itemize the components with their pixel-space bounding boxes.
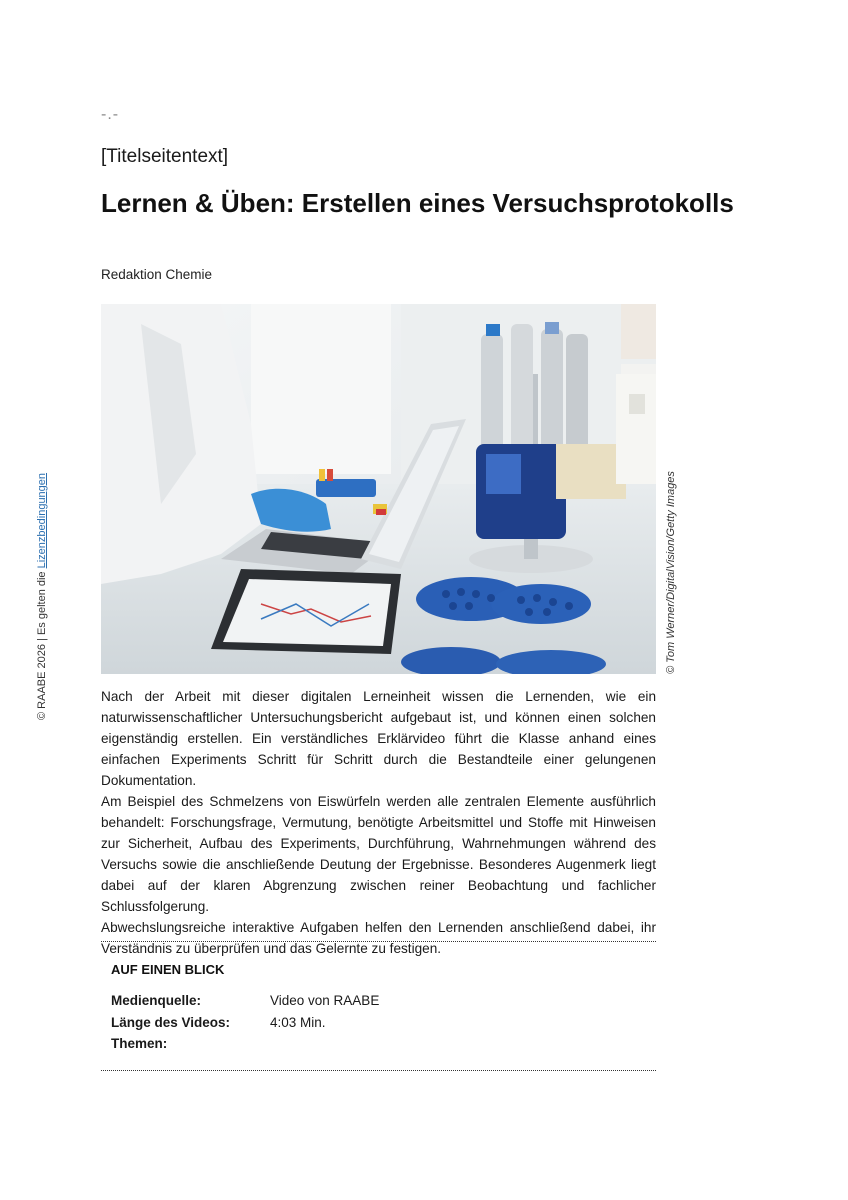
overview-value: Video von RAABE xyxy=(270,993,380,1008)
lab-photo xyxy=(101,304,656,674)
paragraph: Abwechslungsreiche interaktive Aufgaben helfen den Lernenden anschließend dabei, ihr Verständnis zu überprüfen und das Gelernte zu festigen. xyxy=(101,920,656,956)
overview-label: Länge des Videos: xyxy=(111,1015,231,1030)
section-marker: -.- xyxy=(101,106,120,123)
paragraph: Nach der Arbeit mit dieser digitalen Lerneinheit wissen die Lernenden, wie ein naturwissenschaftlicher Untersuchungsbericht aufgebaut ist, und können einen solchen eigenständig erstellen. Ein verständliches Erklärvideo führt die Klasse anhand eines einfachen Experiments Schritt für Schritt durch die Bestandteile einer gelungenen Dokumentation. xyxy=(101,689,656,788)
overview-label: Themen: xyxy=(111,1036,168,1051)
overview-value: 4:03 Min. xyxy=(270,1015,326,1030)
license-notice xyxy=(36,472,52,720)
paragraph: Am Beispiel des Schmelzens von Eiswürfeln werden alle zentralen Elemente ausführlich behandelt: Forschungsfrage, Vermutung, benötigte Arbeitsmittel und Stoffe mit Hinweisen zur Sicherheit, Aufbau des Experiments, Durchführung, Wahrnehmungen während des Versuchs sowie die anschließende Deutung der Ergebnisse. Besonderes Augenmerk liegt dabei auf der klaren Abgrenzung zwischen reiner Beobachtung und fachlicher Schlussfolgerung. xyxy=(101,794,656,914)
image-credit: © Tom Werner/DigitalVision/Getty Images xyxy=(665,471,677,674)
license-link[interactable]: Lizenzbedingungen xyxy=(36,472,48,569)
overview-box xyxy=(101,941,656,1071)
series-label: [Titelseitentext] xyxy=(101,146,229,167)
description xyxy=(101,686,656,959)
page-title: Lernen & Üben: Erstellen eines Versuchsprotokolls xyxy=(101,188,734,218)
author-line: Redaktion Chemie xyxy=(101,267,213,282)
copyright-text: © RAABE 2026 | Es gelten die xyxy=(36,568,48,720)
overview-label: Medienquelle: xyxy=(111,993,202,1008)
overview-heading: AUF EINEN BLICK xyxy=(111,962,225,977)
